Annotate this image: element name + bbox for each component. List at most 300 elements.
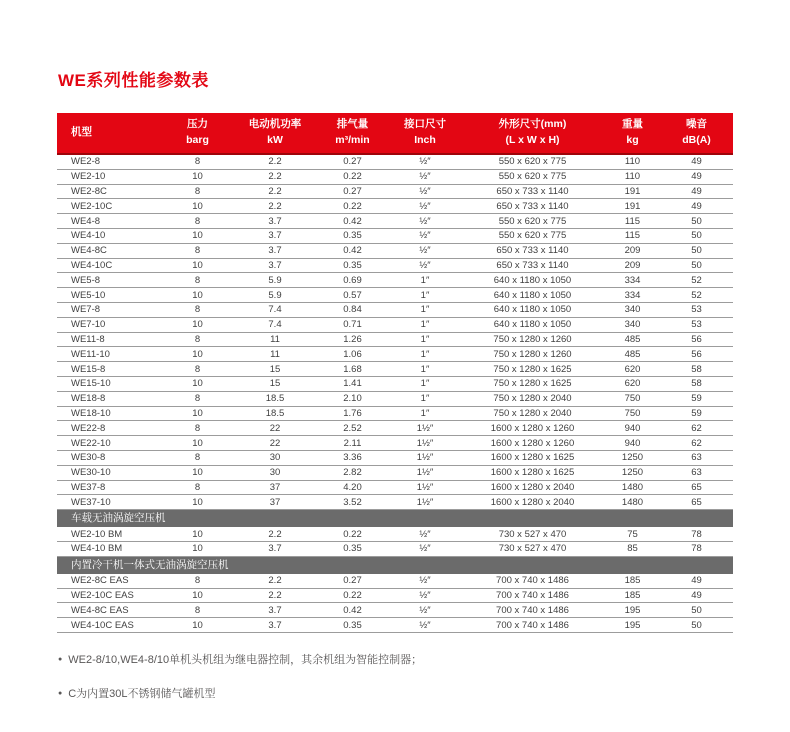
cell-inch: 1½″ [416, 422, 434, 434]
cell-model: WE37-10 [71, 496, 111, 508]
cell-noise: 58 [691, 363, 702, 375]
header-label: 机型 [71, 126, 92, 139]
cell-power: 3.7 [268, 230, 282, 242]
section-header: 内置冷干机一体式无油涡旋空压机 [57, 557, 733, 574]
cell-pressure: 10 [192, 171, 203, 183]
header-cell-power [235, 113, 315, 153]
cell-inch: 1″ [420, 378, 430, 390]
header-unit: kg [626, 134, 639, 146]
cell-model: WE5-8 [71, 274, 101, 286]
cell-pressure: 10 [192, 437, 203, 449]
cell-model: WE11-8 [71, 333, 105, 345]
header-cell-inch [390, 113, 460, 153]
cell-displacement: 0.71 [343, 319, 362, 331]
page-title: WE系列性能参数表 [58, 71, 209, 90]
cell-power: 2.2 [268, 185, 282, 197]
cell-dims: 1600 x 1280 x 1625 [490, 452, 575, 464]
note-item [58, 685, 422, 701]
header-cell-weight [605, 113, 660, 153]
cell-pressure: 10 [192, 496, 203, 508]
cell-model: WE22-8 [71, 422, 106, 434]
cell-power: 18.5 [265, 393, 285, 405]
cell-noise: 63 [691, 467, 702, 479]
cell-dims: 1600 x 1280 x 2040 [490, 496, 575, 508]
cell-weight: 334 [624, 289, 641, 301]
cell-inch: ½″ [419, 185, 431, 197]
cell-pressure: 10 [192, 289, 203, 301]
cell-noise: 50 [691, 619, 702, 631]
cell-model: WE4-10 [71, 230, 106, 242]
cell-pressure: 10 [192, 407, 203, 419]
cell-dims: 550 x 620 x 775 [498, 230, 567, 242]
cell-dims: 1600 x 1280 x 1260 [490, 437, 575, 449]
header-cell-pressure [160, 113, 235, 153]
cell-noise: 56 [691, 333, 702, 345]
table-row [57, 407, 733, 422]
cell-dims: 650 x 733 x 1140 [496, 259, 569, 271]
cell-displacement: 2.10 [343, 393, 362, 405]
cell-model: WE2-8C [71, 185, 107, 197]
cell-noise: 50 [691, 259, 702, 271]
cell-displacement: 2.52 [343, 422, 362, 434]
cell-noise: 49 [691, 185, 702, 197]
cell-dims: 650 x 733 x 1140 [496, 185, 569, 197]
cell-dims: 1600 x 1280 x 1260 [490, 422, 575, 434]
cell-dims: 700 x 740 x 1486 [496, 619, 569, 631]
cell-power: 30 [269, 452, 281, 464]
header-label: 重量 [622, 118, 643, 131]
header-unit: kW [267, 134, 283, 146]
cell-power: 11 [270, 333, 280, 345]
cell-model: WE7-8 [71, 304, 101, 316]
table-row [57, 259, 733, 274]
cell-pressure: 8 [194, 245, 201, 257]
cell-displacement: 1.41 [343, 378, 362, 390]
header-label: 电动机功率 [248, 118, 302, 131]
cell-pressure: 10 [192, 378, 203, 390]
cell-weight: 115 [624, 230, 641, 242]
header-unit: (L x W x H) [505, 134, 560, 146]
cell-noise: 53 [691, 304, 702, 316]
cell-pressure: 10 [192, 589, 203, 601]
cell-pressure: 10 [192, 528, 203, 540]
cell-dims: 750 x 1280 x 1260 [493, 348, 572, 360]
cell-model: WE37-8 [71, 481, 106, 493]
cell-displacement: 4.20 [343, 481, 362, 493]
cell-power: 3.7 [268, 245, 282, 257]
table-row [57, 333, 733, 348]
table-row [57, 527, 733, 542]
cell-dims: 750 x 1280 x 2040 [493, 393, 572, 405]
cell-power: 15 [269, 378, 281, 390]
cell-noise: 59 [691, 407, 702, 419]
table-row [57, 451, 733, 466]
cell-power: 3.7 [268, 215, 282, 227]
cell-noise: 62 [691, 437, 702, 449]
table-row [57, 436, 733, 451]
cell-displacement: 0.27 [343, 575, 362, 587]
cell-model: WE4-8C EAS [71, 604, 129, 616]
cell-displacement: 3.36 [343, 452, 362, 464]
cell-dims: 550 x 620 x 775 [498, 156, 567, 168]
note-text: C为内置30L不锈钢储气罐机型 [68, 688, 216, 700]
cell-pressure: 10 [192, 619, 203, 631]
cell-pressure: 8 [194, 481, 201, 493]
cell-noise: 63 [691, 452, 702, 464]
header-cell-model [57, 113, 160, 153]
cell-dims: 640 x 1180 x 1050 [493, 274, 572, 286]
cell-model: WE4-8C [71, 245, 107, 257]
cell-power: 11 [270, 348, 280, 360]
table-row [57, 214, 733, 229]
cell-displacement: 0.27 [343, 156, 362, 168]
cell-noise: 58 [691, 378, 702, 390]
table-row [57, 244, 733, 259]
cell-model: WE30-10 [71, 467, 111, 479]
cell-noise: 50 [691, 230, 702, 242]
cell-power: 18.5 [265, 407, 285, 419]
cell-pressure: 10 [192, 467, 203, 479]
cell-model: WE18-8 [71, 393, 106, 405]
spec-table [57, 113, 733, 633]
table-header [57, 113, 733, 155]
cell-displacement: 0.22 [343, 200, 362, 212]
cell-noise: 56 [691, 348, 702, 360]
cell-noise: 49 [691, 156, 702, 168]
cell-inch: ½″ [419, 200, 431, 212]
header-label: 压力 [187, 118, 208, 131]
cell-weight: 195 [624, 604, 641, 616]
cell-power: 5.9 [268, 274, 282, 286]
table-row [57, 618, 733, 633]
table-body [57, 155, 733, 633]
cell-noise: 50 [691, 604, 702, 616]
cell-model: WE4-10C EAS [71, 619, 134, 631]
cell-displacement: 0.57 [343, 289, 362, 301]
cell-displacement: 0.22 [343, 589, 362, 601]
cell-inch: 1″ [420, 274, 430, 286]
cell-displacement: 1.68 [343, 363, 362, 375]
cell-power: 2.2 [268, 575, 282, 587]
table-row [57, 481, 733, 496]
cell-displacement: 0.27 [343, 185, 362, 197]
cell-weight: 940 [624, 437, 641, 449]
cell-weight: 340 [624, 304, 641, 316]
cell-displacement: 0.22 [343, 171, 362, 183]
cell-weight: 1250 [621, 452, 644, 464]
cell-power: 2.2 [268, 171, 282, 183]
cell-inch: 1″ [420, 363, 430, 375]
cell-model: WE2-10C [71, 200, 113, 212]
bullet-icon: ● [58, 689, 63, 697]
cell-displacement: 0.42 [343, 604, 362, 616]
cell-inch: ½″ [419, 215, 431, 227]
cell-model: WE2-10 [71, 171, 106, 183]
cell-pressure: 10 [192, 543, 203, 555]
cell-weight: 620 [624, 378, 641, 390]
cell-weight: 110 [624, 171, 641, 183]
cell-pressure: 10 [192, 259, 203, 271]
table-row [57, 347, 733, 362]
cell-model: WE2-8C EAS [71, 575, 129, 587]
cell-dims: 700 x 740 x 1486 [496, 604, 569, 616]
cell-dims: 700 x 740 x 1486 [496, 575, 569, 587]
cell-weight: 340 [624, 319, 641, 331]
cell-power: 30 [269, 467, 281, 479]
table-row [57, 155, 733, 170]
table-row [57, 185, 733, 200]
cell-weight: 750 [624, 407, 641, 419]
cell-dims: 730 x 527 x 470 [498, 528, 567, 540]
cell-dims: 550 x 620 x 775 [498, 171, 567, 183]
cell-model: WE2-8 [71, 156, 101, 168]
cell-power: 22 [269, 437, 281, 449]
header-unit: dB(A) [682, 134, 711, 146]
cell-weight: 85 [627, 543, 638, 555]
cell-weight: 940 [624, 422, 641, 434]
cell-pressure: 8 [194, 185, 201, 197]
cell-inch: 1″ [420, 304, 430, 316]
notes [58, 651, 422, 719]
cell-weight: 191 [624, 200, 641, 212]
cell-inch: ½″ [419, 543, 431, 555]
cell-dims: 640 x 1180 x 1050 [493, 289, 572, 301]
table-row [57, 542, 733, 557]
cell-pressure: 8 [194, 604, 201, 616]
cell-dims: 750 x 1280 x 1625 [493, 363, 572, 375]
cell-noise: 59 [691, 393, 702, 405]
cell-displacement: 1.26 [343, 333, 362, 345]
cell-pressure: 8 [194, 363, 201, 375]
cell-weight: 334 [624, 274, 641, 286]
cell-pressure: 10 [192, 230, 203, 242]
cell-inch: 1½″ [416, 496, 434, 508]
cell-inch: 1″ [420, 407, 430, 419]
cell-model: WE30-8 [71, 452, 106, 464]
cell-dims: 750 x 1280 x 1260 [493, 333, 572, 345]
bullet-icon: ● [58, 655, 63, 663]
cell-inch: ½″ [419, 528, 431, 540]
cell-pressure: 8 [194, 304, 201, 316]
cell-weight: 185 [624, 575, 641, 587]
cell-model: WE22-10 [71, 437, 111, 449]
header-cell-displacement [315, 113, 390, 153]
cell-inch: ½″ [419, 245, 431, 257]
cell-displacement: 1.76 [343, 407, 362, 419]
cell-power: 2.2 [268, 156, 282, 168]
header-cell-noise [660, 113, 733, 153]
cell-dims: 650 x 733 x 1140 [496, 200, 569, 212]
cell-power: 2.2 [268, 589, 282, 601]
cell-noise: 65 [691, 481, 702, 493]
cell-power: 3.7 [268, 543, 282, 555]
cell-pressure: 8 [194, 156, 201, 168]
cell-weight: 75 [627, 528, 638, 540]
section-header: 车载无油涡旋空压机 [57, 510, 733, 527]
cell-model: WE4-8 [71, 215, 101, 227]
cell-inch: 1½″ [416, 437, 434, 449]
cell-model: WE5-10 [71, 289, 106, 301]
cell-weight: 185 [624, 589, 641, 601]
cell-noise: 53 [691, 319, 702, 331]
cell-noise: 65 [691, 496, 702, 508]
cell-displacement: 0.69 [343, 274, 362, 286]
cell-inch: 1½″ [416, 481, 434, 493]
table-row [57, 303, 733, 318]
cell-noise: 49 [691, 575, 702, 587]
cell-weight: 115 [624, 215, 641, 227]
table-row [57, 421, 733, 436]
table-row [57, 466, 733, 481]
cell-weight: 485 [624, 348, 641, 360]
cell-power: 5.9 [268, 289, 282, 301]
table-row [57, 377, 733, 392]
table-row [57, 199, 733, 214]
cell-noise: 78 [691, 528, 702, 540]
cell-model: WE18-10 [71, 407, 111, 419]
cell-weight: 485 [624, 333, 641, 345]
header-label: 接口尺寸 [404, 118, 446, 131]
cell-pressure: 8 [194, 575, 201, 587]
cell-pressure: 8 [194, 422, 201, 434]
table-row [57, 318, 733, 333]
cell-power: 15 [269, 363, 281, 375]
cell-noise: 52 [691, 274, 702, 286]
cell-displacement: 1.06 [343, 348, 362, 360]
cell-dims: 640 x 1180 x 1050 [493, 304, 572, 316]
table-row [57, 288, 733, 303]
note-text: WE2-8/10,WE4-8/10单机头机组为继电器控制，其余机组为智能控制器； [68, 654, 423, 666]
cell-displacement: 0.35 [343, 259, 362, 271]
cell-dims: 550 x 620 x 775 [498, 215, 567, 227]
cell-dims: 750 x 1280 x 1625 [493, 378, 572, 390]
cell-weight: 1480 [621, 481, 644, 493]
cell-model: WE11-10 [71, 348, 110, 360]
header-label: 噪音 [686, 118, 707, 131]
cell-dims: 730 x 527 x 470 [498, 543, 567, 555]
cell-displacement: 0.84 [343, 304, 362, 316]
cell-weight: 209 [624, 259, 641, 271]
cell-displacement: 0.42 [343, 245, 362, 257]
table-row [57, 229, 733, 244]
cell-noise: 62 [691, 422, 702, 434]
cell-model: WE2-10C EAS [71, 589, 134, 601]
cell-pressure: 8 [194, 274, 201, 286]
cell-power: 3.7 [268, 619, 282, 631]
cell-model: WE4-10 BM [71, 543, 123, 555]
cell-weight: 620 [624, 363, 641, 375]
header-label: 排气量 [336, 118, 369, 131]
cell-pressure: 10 [192, 319, 203, 331]
header-unit: Inch [414, 134, 436, 146]
cell-weight: 750 [624, 393, 641, 405]
cell-power: 2.2 [268, 200, 282, 212]
table-row [57, 603, 733, 618]
cell-model: WE15-10 [71, 378, 111, 390]
cell-inch: ½″ [419, 619, 431, 631]
cell-inch: 1″ [420, 348, 430, 360]
cell-pressure: 8 [194, 215, 201, 227]
cell-inch: ½″ [419, 589, 431, 601]
cell-power: 3.7 [268, 604, 282, 616]
cell-dims: 1600 x 1280 x 2040 [490, 481, 575, 493]
cell-model: WE2-10 BM [71, 528, 123, 540]
cell-pressure: 8 [194, 333, 201, 345]
note-item [58, 651, 422, 667]
cell-power: 22 [269, 422, 281, 434]
cell-power: 37 [269, 496, 281, 508]
cell-inch: 1½″ [416, 467, 434, 479]
cell-inch: 1″ [420, 289, 430, 301]
cell-dims: 640 x 1180 x 1050 [493, 319, 572, 331]
table-row [57, 495, 733, 510]
cell-inch: ½″ [419, 171, 431, 183]
cell-noise: 49 [691, 589, 702, 601]
cell-power: 2.2 [268, 528, 282, 540]
cell-power: 37 [269, 481, 281, 493]
table-row [57, 362, 733, 377]
cell-inch: 1″ [420, 393, 430, 405]
header-unit: m³/min [335, 134, 370, 146]
cell-noise: 52 [691, 289, 702, 301]
cell-power: 7.4 [268, 319, 282, 331]
cell-pressure: 10 [192, 200, 203, 212]
cell-noise: 78 [691, 543, 702, 555]
table-row [57, 170, 733, 185]
table-row [57, 589, 733, 604]
cell-model: WE7-10 [71, 319, 106, 331]
cell-dims: 700 x 740 x 1486 [496, 589, 569, 601]
cell-inch: 1″ [420, 319, 430, 331]
cell-power: 7.4 [268, 304, 282, 316]
cell-inch: ½″ [419, 604, 431, 616]
cell-dims: 1600 x 1280 x 1625 [490, 467, 575, 479]
table-row [57, 273, 733, 288]
cell-inch: ½″ [419, 156, 431, 168]
cell-displacement: 2.11 [343, 437, 362, 449]
cell-inch: ½″ [419, 230, 431, 242]
cell-model: WE4-10C [71, 259, 113, 271]
cell-inch: 1″ [420, 333, 430, 345]
cell-dims: 650 x 733 x 1140 [496, 245, 569, 257]
header-cell-dims [460, 113, 605, 153]
cell-pressure: 10 [192, 348, 203, 360]
header-label: 外形尺寸(mm) [498, 118, 567, 131]
cell-displacement: 0.35 [343, 230, 362, 242]
header-unit: barg [186, 134, 209, 146]
cell-noise: 49 [691, 171, 702, 183]
cell-displacement: 0.35 [343, 543, 362, 555]
cell-displacement: 0.42 [343, 215, 362, 227]
cell-pressure: 8 [194, 393, 201, 405]
cell-inch: ½″ [419, 575, 431, 587]
table-row [57, 574, 733, 589]
cell-displacement: 3.52 [343, 496, 362, 508]
cell-pressure: 8 [194, 452, 201, 464]
cell-inch: ½″ [419, 259, 431, 271]
cell-displacement: 0.35 [343, 619, 362, 631]
cell-dims: 750 x 1280 x 2040 [493, 407, 572, 419]
cell-power: 3.7 [268, 259, 282, 271]
cell-displacement: 2.82 [343, 467, 362, 479]
cell-weight: 110 [624, 156, 641, 168]
cell-inch: 1½″ [416, 452, 434, 464]
cell-weight: 191 [624, 185, 641, 197]
cell-noise: 50 [691, 245, 702, 257]
cell-displacement: 0.22 [343, 528, 362, 540]
cell-weight: 209 [624, 245, 641, 257]
cell-weight: 1250 [621, 467, 644, 479]
